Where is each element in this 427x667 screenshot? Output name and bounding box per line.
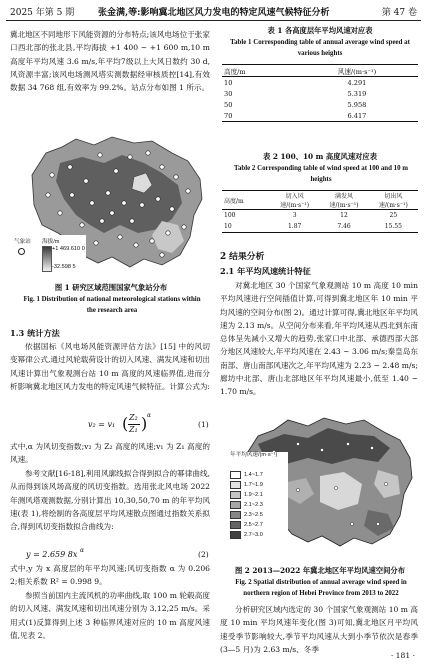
fig2-legend-label: 2.5~2.7 xyxy=(244,522,263,528)
table-cell: 10 xyxy=(222,221,270,233)
page-number: · 181 · xyxy=(390,651,415,660)
paragraph-turbine: 参照当前国内主流风机的功率曲线,取 100 m 轮毂高度的切入风速、满发风速和切出风速分别为 3,12,25 m/s。采用式(1)反算得到上述 3 种临界风速对应的 10 m 高度风速值,见表 2。 xyxy=(10,591,210,640)
fig2-legend-swatch xyxy=(230,481,241,489)
running-title: 张金满,等:影响冀北地区风力发电的特定风速气候特征分析 xyxy=(98,8,330,18)
table-row xyxy=(222,99,418,110)
volume-number: 第 47 卷 xyxy=(381,8,417,18)
fig2-legend-item xyxy=(230,530,263,540)
eq1-right-paren: ) xyxy=(141,414,148,433)
section-2-heading: 2 结果分析 xyxy=(220,252,265,262)
table-2-header: 切出风速/(m·s⁻¹) xyxy=(369,191,418,210)
legend-elev-low: -32.598 5 xyxy=(52,264,76,270)
eq2-number: (2) xyxy=(198,550,209,559)
legend-station-symbol xyxy=(18,248,25,255)
table-cell: 70 xyxy=(222,110,296,122)
fig2-legend xyxy=(228,452,288,562)
fig2-legend-item xyxy=(230,470,263,480)
table-cell: 10 xyxy=(224,78,233,87)
fig2-legend-swatch xyxy=(230,491,241,499)
table-cell: 25 xyxy=(389,212,398,219)
fig2-legend-label: 2.7~3.0 xyxy=(244,532,263,538)
fig2-legend-item xyxy=(230,480,263,490)
figure-1-map xyxy=(12,133,210,279)
figure-2-caption-en: Fig. 2 Spatial distribution of annual average wind speed in northern region of Hebei Province from 2013 to 2022 xyxy=(235,579,407,597)
section-2-1-heading: 2.1 年平均风速统计特征 xyxy=(220,266,311,276)
table-1 xyxy=(222,64,418,122)
figure-2-map xyxy=(228,414,414,562)
table-2 xyxy=(222,190,418,233)
table-1-header: 高度/m xyxy=(222,65,296,77)
table-2-header: 切入风速/(m·s⁻¹) xyxy=(270,191,319,210)
eq1-numerator: Z₂ xyxy=(129,413,138,422)
paragraph-site-description: 冀北地区不同地形下风能资源的分布特点;该风电场位于张家口西北部的张北县,平均海拔 +1 400 ~ +1 600 m,10 m 高度年平均风速 3.6 m/s,年平均7级以上大风日数约 30 d,风资源丰富;该风电场测风塔实测数据经审核质控[14],有效数据 34 768 组,有效率为 99.2%。站点分布如图 1 所示。 xyxy=(10,30,210,93)
fig2-legend-items xyxy=(230,470,263,540)
figure-1-caption-zh: 图 1 研究区域范围国家气象站分布 xyxy=(54,283,168,292)
table-cell: 100 xyxy=(224,212,236,219)
table-2-caption-en: Table 2 Corresponding table of wind speed at 100 and 10 m heights xyxy=(233,165,408,183)
equation-1 xyxy=(88,413,212,439)
table-row xyxy=(222,110,418,122)
fig2-legend-label: 2.3~2.5 xyxy=(244,512,263,518)
table-1-caption-zh: 表 1 各高度层年平均风速对应表 xyxy=(267,26,373,35)
paragraph-seasonal: 分析研究区域内选定的 30 个国家气象观测站 10 m 高度 10 min 平均风速年变化(图 3)可知,冀北地区月平均风速受季节影响较大,季节平均风速从大到小季节依次是春季(3—5 月)为 2.63 m/s、冬季 xyxy=(220,605,418,654)
table-row xyxy=(222,88,418,99)
table-cell: 30 xyxy=(224,89,233,98)
figure-2-caption-zh: 图 2 2013—2022 年冀北地区年平均风速空间分布 xyxy=(234,566,406,575)
table-cell: 12 xyxy=(340,212,348,219)
paragraph-eq2-notes: 式中,y 为 x 高度层的年平均风速;风切变指数 α 为 0.206 2;相关系数 R² = 0.998 9。 xyxy=(10,564,210,587)
fig2-legend-swatch xyxy=(230,471,241,479)
paragraph-annual-wind: 对冀北地区 30 个国家气象观测站 10 m 高度 10 min 平均风速进行空间插值计算,可得到冀北地区年 10 min 平均风速的空间分布(图 2)。通过计算可得,冀北地区年平均风速为 2.13 m/s。从空间分布来看,年平均风速从西北到东南总体呈先减小又增大的趋势,张家口中北部、承德西部大部分地区风速较大,年平均风速在 2.43 ~ 3.06 m/s;秦皇岛东南部、唐山南部风速次之,年平均风速为 2.23 ~ 2.48 m/s;廊坊中北部、唐山北部地区年平均风速最小,低至 1.40 ~ 1.70 m/s。 xyxy=(220,281,418,397)
header-rule xyxy=(6,20,421,21)
fig2-legend-label: 1.9~2.1 xyxy=(244,492,263,498)
table-row xyxy=(222,77,418,89)
fig2-legend-swatch xyxy=(230,501,241,509)
table-cell: 7.46 xyxy=(319,221,368,233)
eq1-exponent: α xyxy=(147,412,152,419)
fig2-legend-swatch xyxy=(230,511,241,519)
table-2-caption-zh: 表 2 100、10 m 高度风速对应表 xyxy=(262,152,378,161)
eq2-body: y = 2.659 8x xyxy=(26,550,78,559)
table-1-caption-en: Table 1 Corresponding table of annual average wind speed at various heights xyxy=(230,39,410,57)
table-2-header: 满发风速/(m·s⁻¹) xyxy=(319,191,368,210)
fig2-legend-item xyxy=(230,520,263,530)
table-1-header: 风速/(m·s⁻¹) xyxy=(296,65,418,77)
journal-issue: 2025 年第 5 期 xyxy=(10,8,75,18)
eq2-exponent: α xyxy=(80,547,85,554)
table-row xyxy=(222,210,418,222)
fig2-legend-label: 2.1~2.3 xyxy=(244,502,263,508)
map-legend xyxy=(12,235,86,275)
fig2-legend-label: 1.4~1.7 xyxy=(244,472,263,478)
fig2-legend-label: 1.7~1.9 xyxy=(244,482,263,488)
table-cell: 6.417 xyxy=(296,110,418,122)
legend-station-title: 气象站 xyxy=(14,239,31,245)
table-cell: 4.291 xyxy=(347,78,367,87)
legend-elevation-title: 海拔/m xyxy=(42,239,60,245)
fig2-legend-item xyxy=(230,510,263,520)
table-cell: 5.319 xyxy=(347,89,367,98)
table-cell: 3 xyxy=(292,212,297,219)
equation-2 xyxy=(26,548,212,562)
table-cell: 1.87 xyxy=(270,221,319,233)
table-cell: 5.958 xyxy=(347,100,367,109)
paragraph-method: 依据国标《风电场风能资源评估方法》[15] 中的风切变幂律公式,通过风轮载荷设计的切入风速、满发风速和切出风速计算出气象观测台站 10 m 高度的风速临界值,进而分析影响冀北地区风力发电的特定风速气候特征。计算公式为: xyxy=(10,342,210,391)
eq1-denominator: Z₁ xyxy=(129,425,138,434)
fig2-legend-swatch xyxy=(230,531,241,539)
legend-elevation-bar xyxy=(42,246,52,272)
eq1-left-paren: ( xyxy=(122,414,129,433)
table-cell: 50 xyxy=(224,100,233,109)
fig2-legend-swatch xyxy=(230,521,241,529)
table-2-header: 高度/m xyxy=(222,191,270,210)
fig2-legend-item xyxy=(230,490,263,500)
fig2-legend-title: 年平均风速/(m·s⁻¹) xyxy=(230,452,278,458)
eq1-number: (1) xyxy=(198,420,209,429)
table-row xyxy=(222,221,418,233)
legend-elev-high: +1 469.610 0 xyxy=(52,246,85,252)
fig2-legend-item xyxy=(230,500,263,510)
section-1-3-heading: 1.3 统计方法 xyxy=(10,328,60,338)
paragraph-fitting: 参考文献[16-18],利用风廓线拟合得到拟合的幂律曲线,从而得到该风场高度的风切变指数。选用张北风电场 2022 年测风塔观测数据,分别计算出 10,30,50,70 m 的年平均风速(表 1),将绘制的各高度层平均风速散点图通过指数关系拟合,得到风切变指数拟合曲线为: xyxy=(10,469,210,532)
figure-1-caption-en: Fig. 1 Distribution of national meteorological stations within the research area xyxy=(23,296,201,314)
table-cell: 15.55 xyxy=(369,221,418,233)
eq1-lhs: v₂ = v₁ xyxy=(88,420,116,429)
paragraph-eq1-notes: 式中,α 为风切变指数;v₂ 为 Z₂ 高度的风速;v₁ 为 Z₁ 高度的风速。 xyxy=(10,442,210,465)
